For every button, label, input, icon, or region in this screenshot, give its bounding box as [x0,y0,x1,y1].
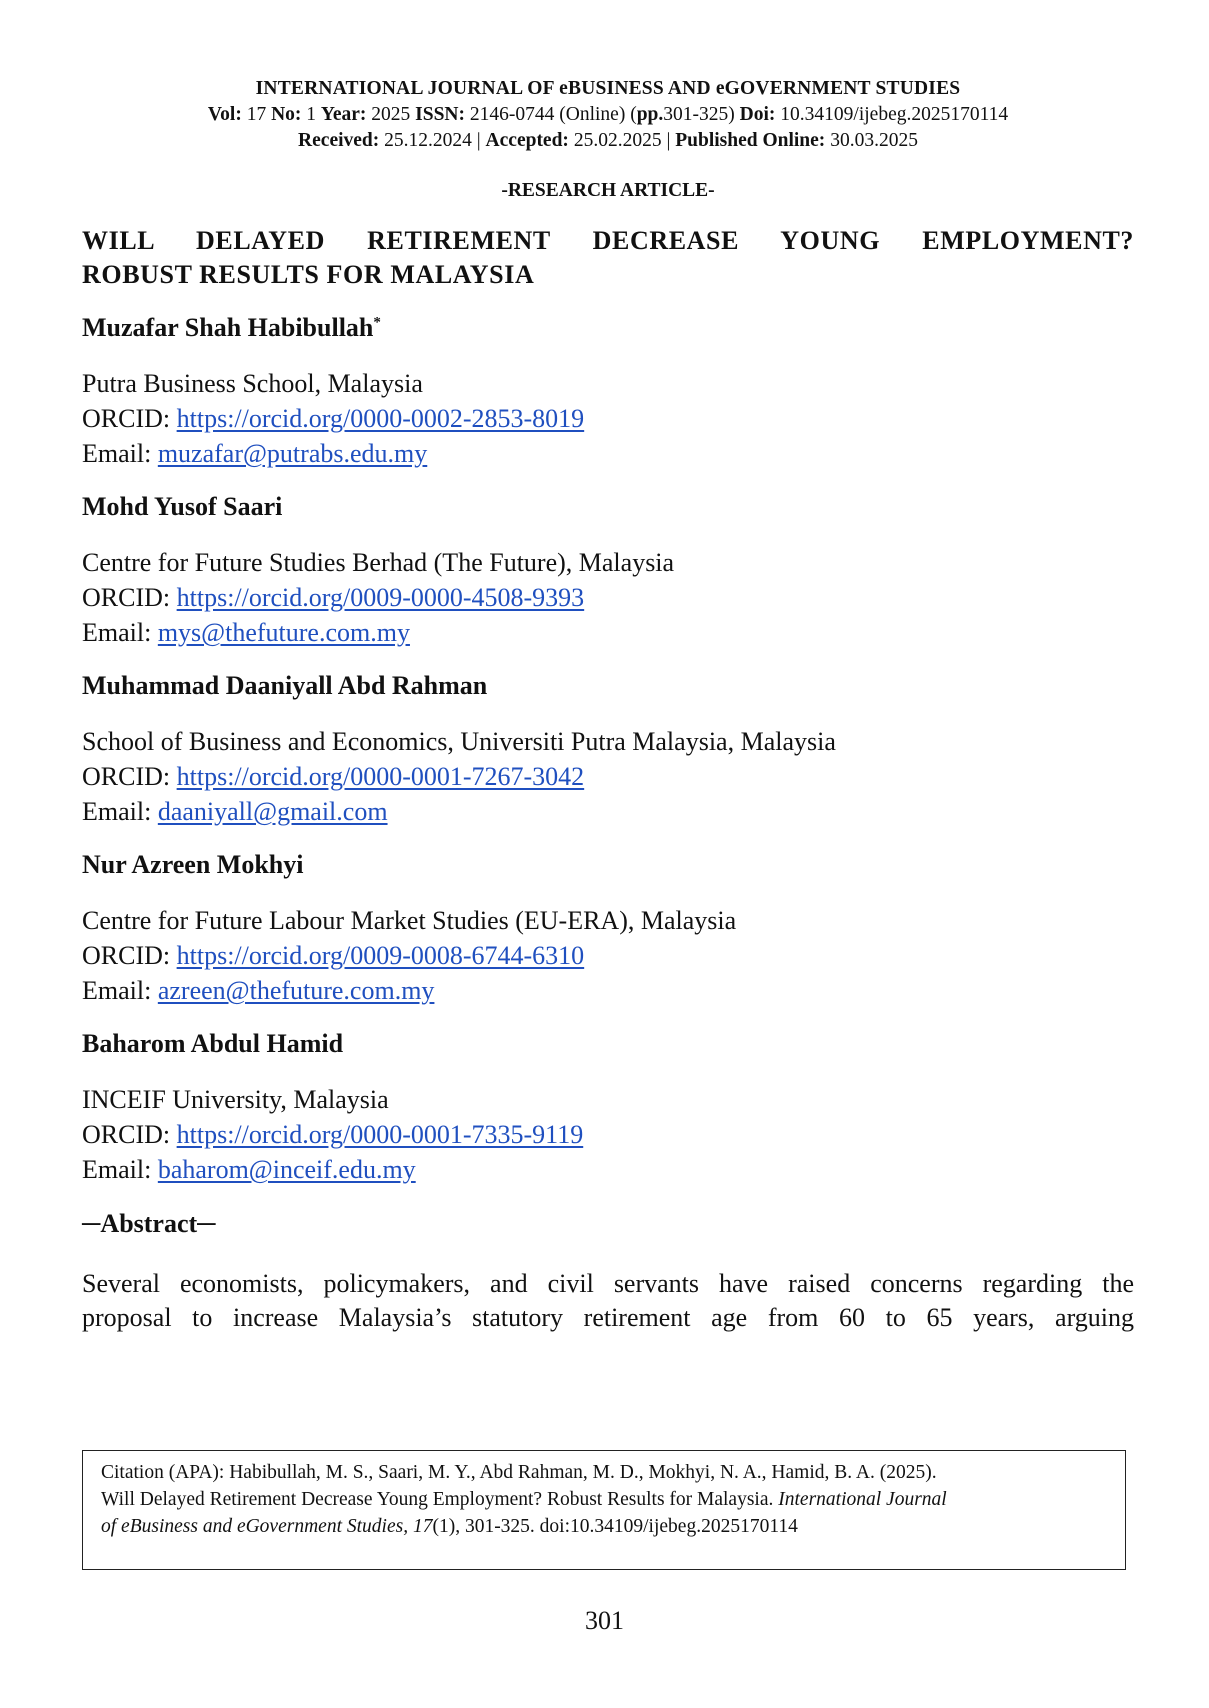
volume-line [82,102,1134,128]
citation-box [82,1450,1126,1570]
author-affiliation: Centre for Future Labour Market Studies (EU-ERA), Malaysia [82,906,737,935]
author-info [82,724,1134,829]
email-row [82,615,1134,650]
orcid-label: ORCID: [82,762,171,791]
email-row [82,1152,1134,1187]
email-row [82,973,1134,1008]
abstract-line-2: proposal to increase Malaysia’s statutory retirement age from 60 to 65 years, arguing [82,1303,1134,1332]
orcid-link[interactable]: https://orcid.org/0000-0002-2853-8019 [176,404,585,433]
author-name [82,312,1134,344]
email-label: Email: [82,1155,152,1184]
orcid-row [82,580,1134,615]
orcid-label: ORCID: [82,941,171,970]
author-name [82,670,1134,702]
orcid-link[interactable]: https://orcid.org/0009-0008-6744-6310 [176,941,585,970]
author-block [82,670,1134,829]
email-label: Email: [82,976,152,1005]
year-label: Year: [320,104,367,125]
citation-line-3 [101,1513,1107,1540]
author-name [82,1028,1134,1060]
accepted-label: Accepted: [485,130,569,151]
author-info [82,366,1134,471]
page-number: 301 [585,1606,624,1635]
doi-value: 10.34109/ijebeg.2025170114 [780,104,1009,125]
author-block [82,849,1134,1008]
author-info [82,1082,1134,1187]
orcid-row [82,1117,1134,1152]
author-name-text: Mohd Yusof Saari [82,492,283,521]
citation-journal-part-2: of eBusiness and eGovernment Studies, 17 [101,1516,433,1537]
email-link[interactable]: azreen@thefuture.com.my [157,976,435,1005]
dates-line [82,128,1134,154]
citation-line-2 [101,1486,1107,1513]
title-line-2: ROBUST RESULTS FOR MALAYSIA [82,260,535,289]
title-line-1: WILL DELAYED RETIREMENT DECREASE YOUNG EMPLOYMENT? [82,226,1134,255]
orcid-link[interactable]: https://orcid.org/0000-0001-7335-9119 [176,1120,584,1149]
abstract-heading: ─Abstract─ [82,1209,216,1238]
published-value: 30.03.2025 [830,130,918,151]
orcid-link[interactable]: https://orcid.org/0009-0000-4508-9393 [176,583,585,612]
email-row [82,436,1134,471]
article-type: -RESEARCH ARTICLE- [501,180,715,201]
author-info [82,545,1134,650]
author-name [82,491,1134,523]
email-row [82,794,1134,829]
author-list [82,312,1134,1187]
citation-line-1: Citation (APA): Habibullah, M. S., Saari, M. Y., Abd Rahman, M. D., Mokhyi, N. A., Hamid, B. A. (2025). [101,1462,937,1483]
orcid-link[interactable]: https://orcid.org/0000-0001-7267-3042 [176,762,585,791]
author-block [82,1028,1134,1187]
author-affiliation: Centre for Future Studies Berhad (The Future), Malaysia [82,548,675,577]
author-affiliation: Putra Business School, Malaysia [82,369,423,398]
email-label: Email: [82,618,152,647]
email-label: Email: [82,439,152,468]
vol-label: Vol: [207,104,242,125]
email-link[interactable]: baharom@inceif.edu.my [157,1155,416,1184]
page-content [82,76,1134,1335]
no-value: 1 [306,104,317,125]
author-info [82,903,1134,1008]
author-name-text: Nur Azreen Mokhyi [82,850,304,879]
abstract-line-1: Several economists, policymakers, and civil servants have raised concerns regarding the [82,1269,1134,1298]
pp-label: pp. [636,104,664,125]
email-link[interactable]: mys@thefuture.com.my [157,618,410,647]
no-label: No: [271,104,302,125]
orcid-row [82,938,1134,973]
citation-pages-doi: (1), 301-325. doi:10.34109/ijebeg.2025170114 [432,1516,798,1537]
abstract-text [82,1267,1134,1335]
corresponding-mark: * [373,314,381,331]
author-name [82,849,1134,881]
author-block [82,312,1134,471]
issn-value: 2146-0744 (Online) ( [469,104,637,125]
vol-value: 17 [246,104,267,125]
orcid-label: ORCID: [82,1120,171,1149]
year-value: 2025 [371,104,411,125]
published-label: Published Online: [675,130,826,151]
author-block [82,491,1134,650]
author-name-text: Muhammad Daaniyall Abd Rahman [82,671,488,700]
accepted-value: 25.02.2025 | [573,130,671,151]
article-title [82,224,1134,292]
email-link[interactable]: muzafar@putrabs.edu.my [157,439,428,468]
author-affiliation: School of Business and Economics, Universiti Putra Malaysia, Malaysia [82,727,836,756]
email-label: Email: [82,797,152,826]
journal-name: INTERNATIONAL JOURNAL OF eBUSINESS AND eGOVERNMENT STUDIES [255,78,961,99]
author-name-text: Baharom Abdul Hamid [82,1029,344,1058]
pp-value: 301-325) [663,104,735,125]
author-affiliation: INCEIF University, Malaysia [82,1085,389,1114]
received-label: Received: [298,130,380,151]
issn-label: ISSN: [415,104,466,125]
author-name-text: Muzafar Shah Habibullah [82,313,374,342]
citation-journal-part-1: International Journal [778,1489,947,1510]
received-value: 25.12.2024 | [384,130,481,151]
orcid-label: ORCID: [82,404,171,433]
orcid-row [82,401,1134,436]
citation-title: Will Delayed Retirement Decrease Young Employment? Robust Results for Malaysia. [101,1489,779,1510]
doi-label: Doi: [739,104,776,125]
orcid-label: ORCID: [82,583,171,612]
journal-header [82,76,1134,154]
orcid-row [82,759,1134,794]
email-link[interactable]: daaniyall@gmail.com [157,797,388,826]
